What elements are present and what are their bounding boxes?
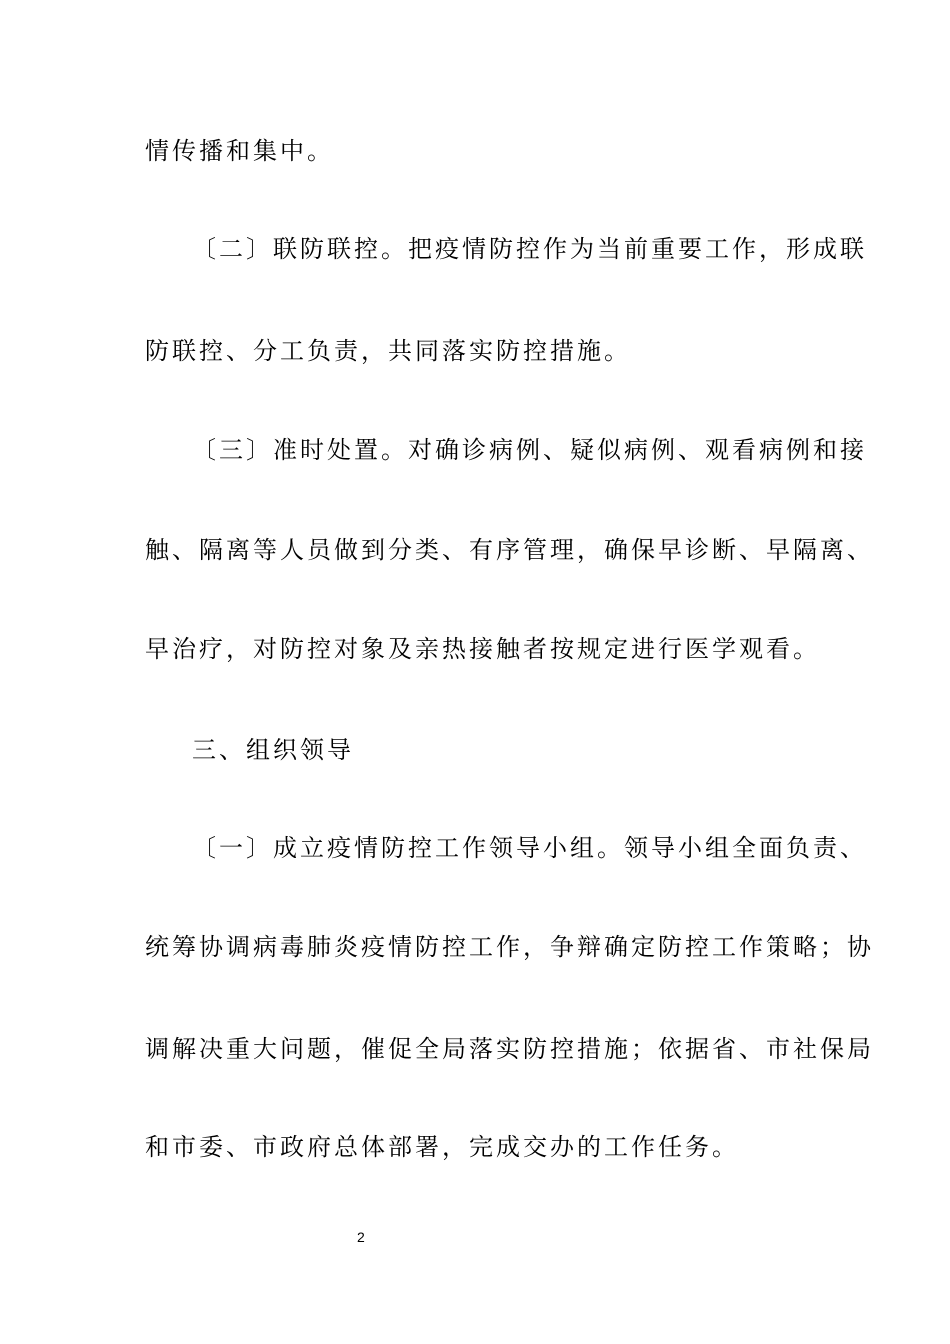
paragraph-line: 〔一〕成立疫情防控工作领导小组。领导小组全面负责、	[192, 834, 867, 862]
paragraph-line: 调解决重大问题，催促全局落实防控措施；依据省、市社保局	[145, 1035, 874, 1063]
paragraph-line: 统筹协调病毒肺炎疫情防控工作，争辩确定防控工作策略；协	[145, 933, 874, 961]
page-number: 2	[357, 1229, 365, 1245]
paragraph-line: 情传播和集中。	[145, 137, 334, 165]
paragraph-line: 防联控、分工负责，共同落实防控措施。	[145, 337, 631, 365]
paragraph-line: 和市委、市政府总体部署，完成交办的工作任务。	[145, 1133, 739, 1161]
paragraph-line: 〔三〕准时处置。对确诊病例、疑似病例、观看病例和接	[192, 436, 867, 464]
section-heading: 三、组织领导	[192, 736, 354, 764]
paragraph-line: 〔二〕联防联控。把疫情防控作为当前重要工作，形成联	[192, 235, 867, 263]
paragraph-line: 触、隔离等人员做到分类、有序管理，确保早诊断、早隔离、	[145, 536, 874, 564]
paragraph-line: 早治疗，对防控对象及亲热接触者按规定进行医学观看。	[145, 635, 820, 663]
